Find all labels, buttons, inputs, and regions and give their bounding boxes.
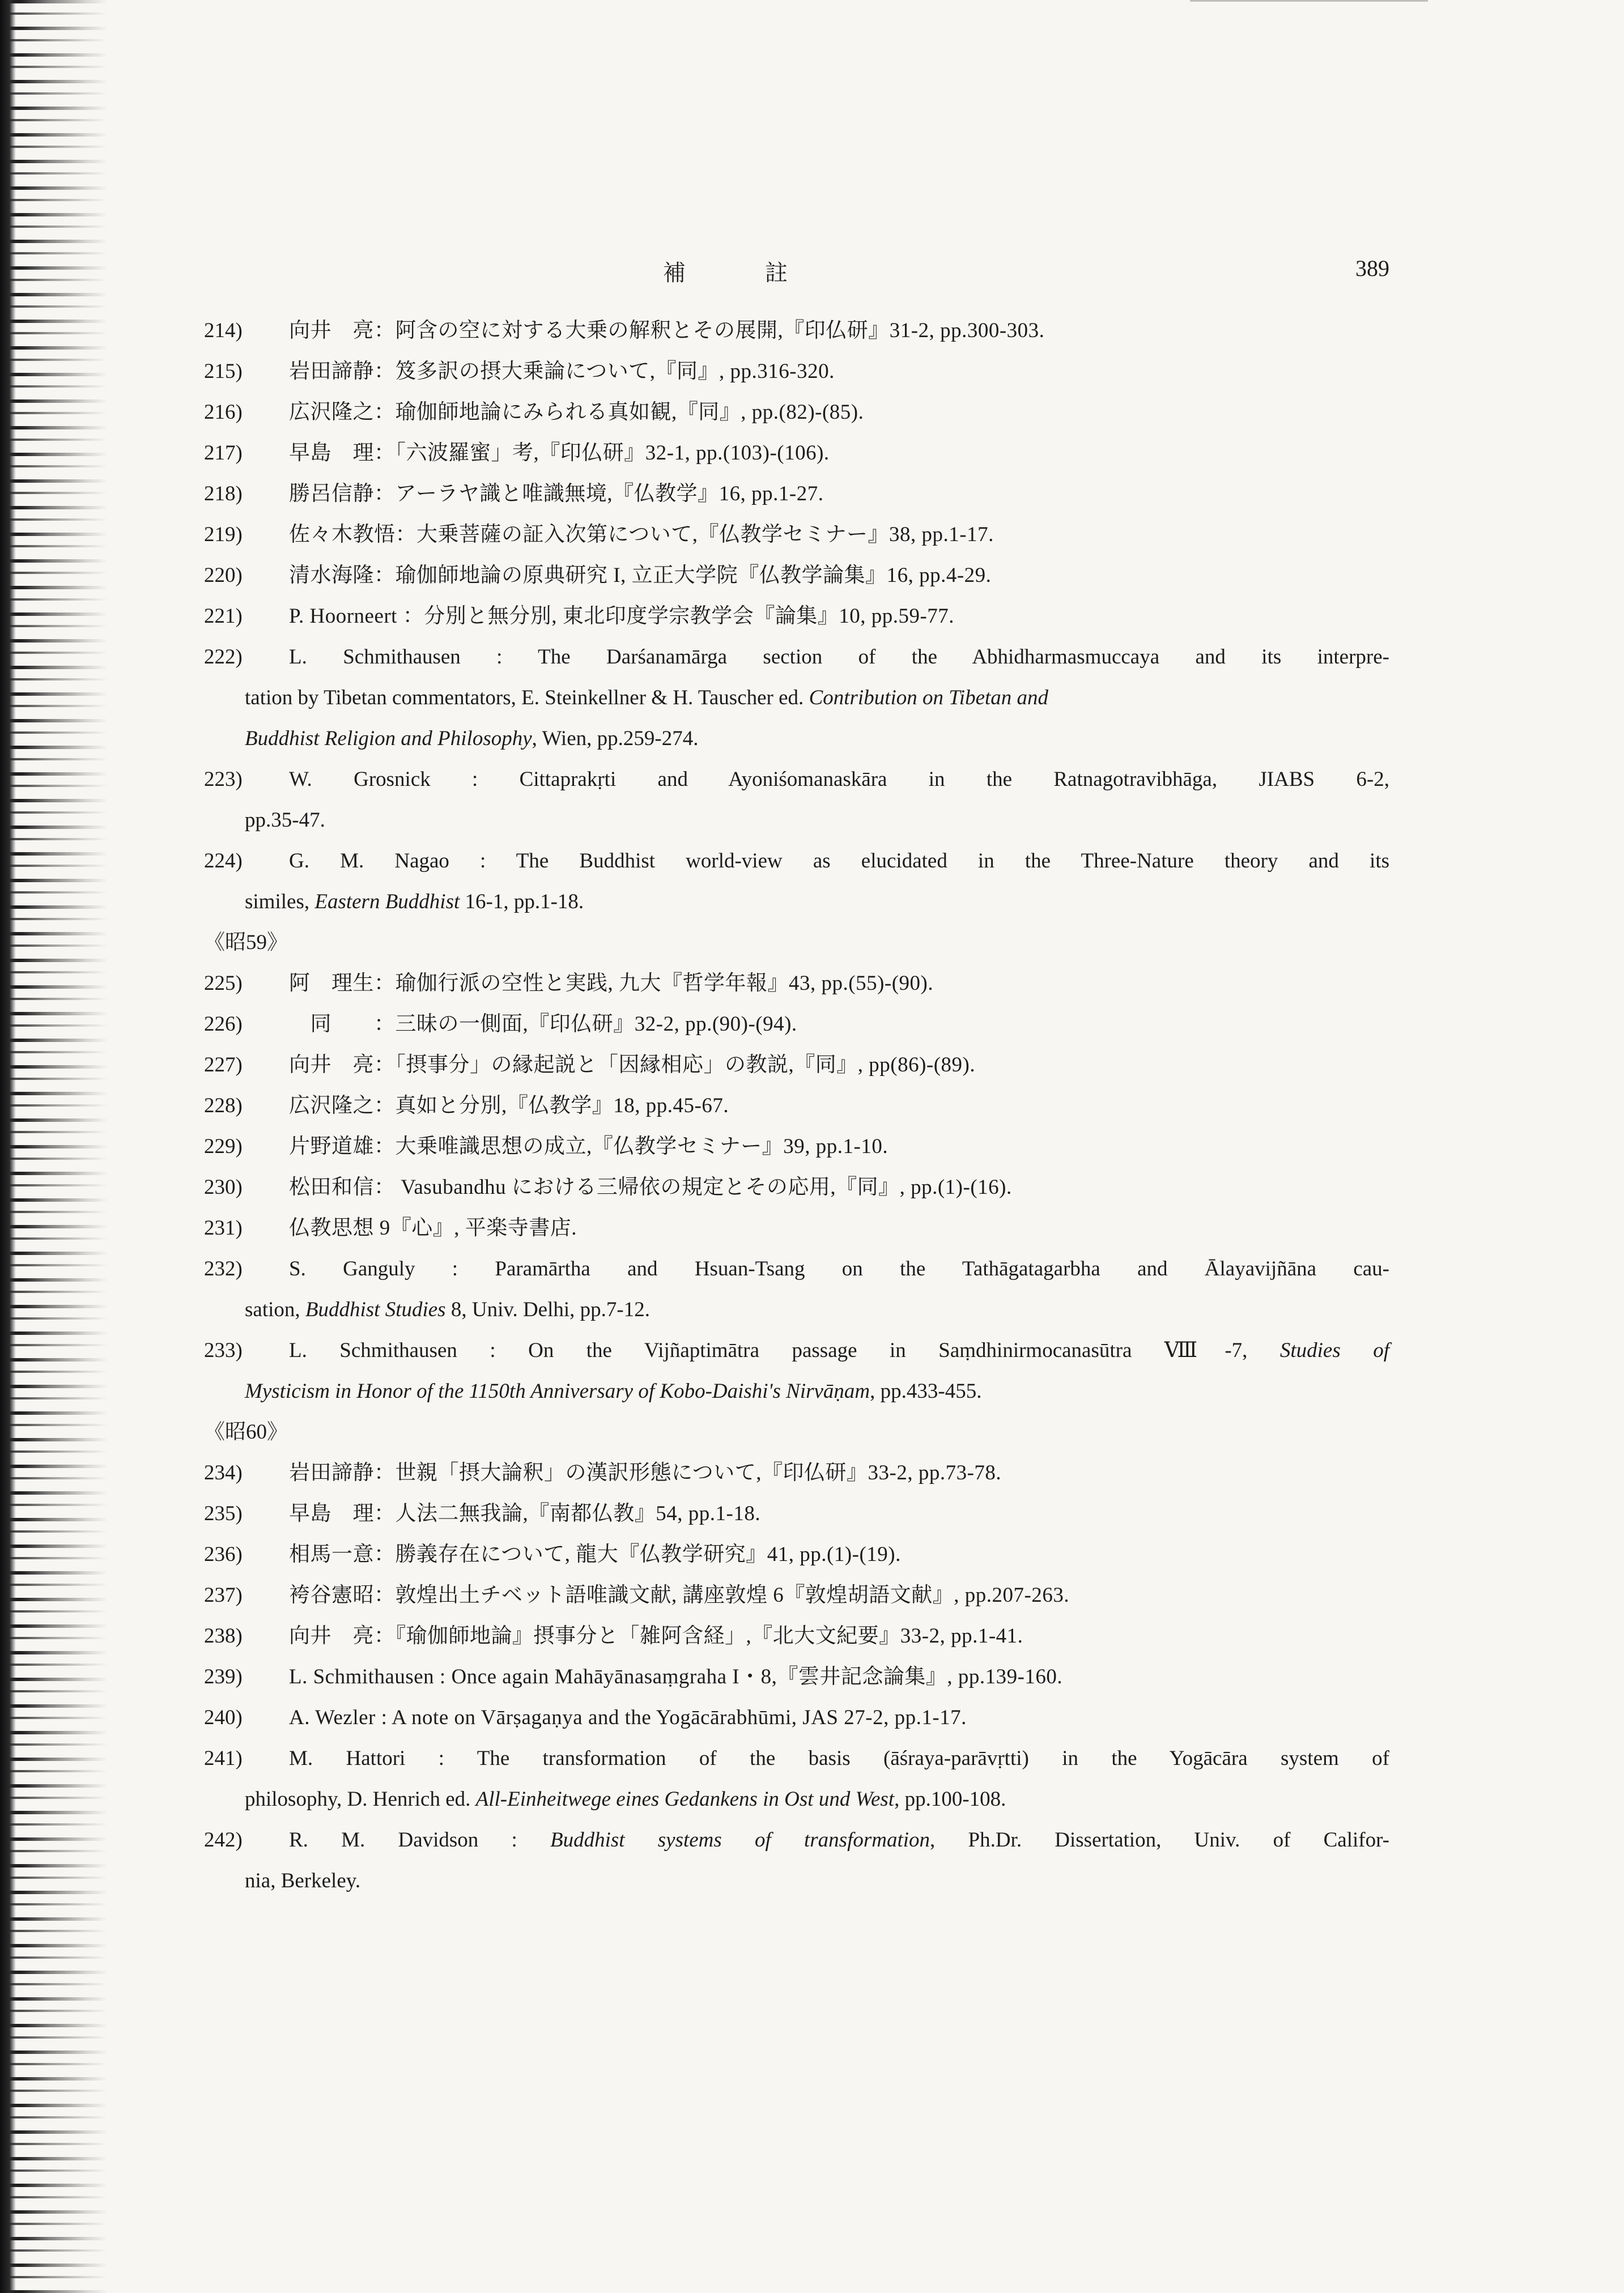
note-text-part: similes, xyxy=(245,890,315,913)
note-number: 229) xyxy=(204,1135,243,1158)
note-number: 233) xyxy=(204,1339,243,1362)
note-number: 242) xyxy=(204,1828,243,1852)
note-text: 向井 亮：阿含の空に対する大乗の解釈とその展開,『印仏研』31-2, pp.300-303. xyxy=(289,319,1045,342)
top-edge-mark xyxy=(1190,0,1428,6)
note-text: 松田和信： Vasubandhu における三帰依の規定とその応用,『同』, pp.(1)-(16). xyxy=(289,1176,1012,1199)
note-number: 234) xyxy=(204,1461,243,1484)
note-entry xyxy=(204,310,1389,351)
note-entry xyxy=(204,1820,1389,1901)
note-text: 勝呂信静：アーラヤ識と唯識無境,『仏教学』16, pp.1-27. xyxy=(289,482,824,505)
note-text-line: S. Ganguly : Paramārtha and Hsuan-Tsang on the Tathāgatagarbha and Ālayavijñāna cau- xyxy=(289,1257,1389,1280)
note-number: 240) xyxy=(204,1706,243,1729)
note-title-italic: Mysticism in Honor of the 1150th Anniversary of Kobo-Daishi's Nirvāṇam xyxy=(245,1380,870,1403)
note-number: 241) xyxy=(204,1747,243,1770)
note-text-line xyxy=(204,1330,1389,1371)
note-number: 227) xyxy=(204,1053,243,1077)
note-number: 231) xyxy=(204,1216,243,1240)
note-entry xyxy=(204,514,1389,555)
note-text: 早島 理：人法二無我論,『南都仏教』54, pp.1-18. xyxy=(289,1502,761,1525)
note-entry xyxy=(204,433,1389,474)
note-entry xyxy=(204,1657,1389,1698)
note-title-italic: Buddhist Religion and Philosophy xyxy=(245,727,532,750)
note-number: 238) xyxy=(204,1624,243,1648)
note-text: 岩田諦静：笈多訳の摂大乗論について,『同』, pp.316-320. xyxy=(289,360,835,383)
notes-list xyxy=(204,310,1389,1901)
note-entry xyxy=(204,1086,1389,1126)
note-entry xyxy=(204,841,1389,922)
note-text-part: , pp.433-455. xyxy=(870,1380,982,1403)
note-entry xyxy=(204,1249,1389,1330)
note-number: 216) xyxy=(204,401,243,424)
note-entry xyxy=(204,1738,1389,1820)
note-number: 230) xyxy=(204,1176,243,1199)
note-number: 224) xyxy=(204,849,243,873)
note-text: 清水海隆：瑜伽師地論の原典研究 I, 立正大学院『仏教学論集』16, pp.4-29. xyxy=(289,564,992,587)
note-number: 221) xyxy=(204,605,243,628)
page-number: 389 xyxy=(1355,256,1389,281)
section-heading-showa-59: 《昭59》 xyxy=(204,931,288,954)
note-entry xyxy=(204,555,1389,596)
note-entry xyxy=(204,1453,1389,1494)
note-number: 237) xyxy=(204,1584,243,1607)
note-number: 219) xyxy=(204,523,243,546)
note-text-part: , Wien, pp.259-274. xyxy=(532,727,699,750)
note-text-line xyxy=(204,882,1389,922)
note-text-line xyxy=(204,1779,1389,1820)
note-text-part: L. Schmithausen : On the Vijñaptimātra passage in Saṃdhinirmocanasūtra Ⅷ-7, xyxy=(289,1339,1280,1362)
note-title-italic: Buddhist Studies xyxy=(305,1298,446,1321)
note-text: 岩田諦静：世親「摂大論釈」の漢訳形態について,『印仏研』33-2, pp.73-78. xyxy=(289,1461,1002,1484)
note-text: 広沢隆之：真如と分別,『仏教学』18, pp.45-67. xyxy=(289,1094,729,1117)
note-entry xyxy=(204,1534,1389,1575)
note-entry xyxy=(204,759,1389,841)
note-number: 214) xyxy=(204,319,243,342)
scanner-edge-artifact xyxy=(0,0,108,2293)
note-entry xyxy=(204,1167,1389,1208)
note-text-part: 8, Univ. Delhi, pp.7-12. xyxy=(445,1298,650,1321)
note-number: 225) xyxy=(204,972,243,995)
note-text-line: L. Schmithausen : The Darśanamārga section of the Abhidharmasmuccaya and its interpre- xyxy=(289,645,1389,669)
note-text-line: pp.35-47. xyxy=(245,809,325,832)
note-entry xyxy=(204,474,1389,514)
note-text-part: , pp.100-108. xyxy=(894,1788,1006,1811)
note-text-line xyxy=(204,718,1389,759)
note-text-line: W. Grosnick : Cittaprakṛti and Ayoniśomanaskāra in the Ratnagotravibhāga, JIABS 6-2, xyxy=(289,768,1389,791)
page-header xyxy=(204,255,1389,289)
note-title-italic: All-Einheitwege eines Gedankens in Ost und West xyxy=(475,1788,895,1811)
note-title-italic: Eastern Buddhist xyxy=(314,890,460,913)
note-text-line: M. Hattori : The transformation of the basis (āśraya-parāvṛtti) in the Yogācāra system of xyxy=(289,1747,1389,1770)
note-entry xyxy=(204,963,1389,1004)
note-text: 仏教思想 9『心』, 平楽寺書店. xyxy=(289,1216,577,1240)
section-heading-showa-60: 《昭60》 xyxy=(204,1420,288,1444)
note-text: 向井 亮：『瑜伽師地論』摂事分と「雑阿含経」,『北大文紀要』33-2, pp.1-41. xyxy=(289,1624,1023,1648)
note-text-line xyxy=(204,678,1389,718)
note-text: P. Hoorneert ：分別と無分別, 東北印度学宗教学会『論集』10, pp.59-77. xyxy=(289,605,955,628)
note-entry xyxy=(204,1616,1389,1657)
note-text: 向井 亮：「摂事分」の縁起説と「因縁相応」の教説,『同』, pp(86)-(89). xyxy=(289,1053,976,1077)
note-number: 215) xyxy=(204,360,243,383)
note-number: 220) xyxy=(204,564,243,587)
note-number: 239) xyxy=(204,1665,243,1688)
note-text: 阿 理生：瑜伽行派の空性と実践, 九大『哲学年報』43, pp.(55)-(90). xyxy=(289,972,934,995)
note-entry xyxy=(204,1575,1389,1616)
note-text-line: G. M. Nagao : The Buddhist world-view as elucidated in the Three-Nature theory and its xyxy=(289,849,1389,873)
note-text-part: tation by Tibetan commentators, E. Steinkellner & H. Tauscher ed. xyxy=(245,686,809,709)
note-entry xyxy=(204,1698,1389,1738)
note-number: 228) xyxy=(204,1094,243,1117)
note-title-italic: Contribution on Tibetan and xyxy=(809,686,1049,709)
note-number: 218) xyxy=(204,482,243,505)
note-number: 223) xyxy=(204,768,243,791)
note-text: 片野道雄：大乗唯識思想の成立,『仏教学セミナー』39, pp.1-10. xyxy=(289,1135,888,1158)
note-entry xyxy=(204,1004,1389,1045)
note-entry xyxy=(204,392,1389,433)
note-number: 236) xyxy=(204,1543,243,1566)
note-text-part: , Ph.Dr. Dissertation, Univ. of Califor- xyxy=(930,1828,1389,1852)
note-text: 相馬一意：勝義存在について, 龍大『仏教学研究』41, pp.(1)-(19). xyxy=(289,1543,901,1566)
note-entry xyxy=(204,596,1389,637)
scanner-edge-shadow xyxy=(0,0,16,2293)
note-text-part: philosophy, D. Henrich ed. xyxy=(245,1788,476,1811)
note-text-part: R. M. Davidson : xyxy=(289,1828,550,1852)
note-title-italic: Buddhist systems of transformation xyxy=(550,1828,930,1852)
note-text-part: 16-1, pp.1-18. xyxy=(460,890,584,913)
note-entry xyxy=(204,1126,1389,1167)
note-entry xyxy=(204,1494,1389,1534)
note-text: 佐々木教悟：大乗菩薩の証入次第について,『仏教学セミナー』38, pp.1-17. xyxy=(289,523,994,546)
running-title: 補 註 xyxy=(663,260,816,286)
note-text-part: sation, xyxy=(245,1298,305,1321)
note-text-line: nia, Berkeley. xyxy=(245,1869,361,1892)
note-text-line xyxy=(204,1290,1389,1330)
note-text: A. Wezler : A note on Vārṣagaṇya and the Yogācārabhūmi, JAS 27-2, pp.1-17. xyxy=(289,1706,967,1729)
note-number: 226) xyxy=(204,1013,243,1036)
note-entry xyxy=(204,1330,1389,1412)
note-number: 235) xyxy=(204,1502,243,1525)
note-text: 袴谷憲昭：敦煌出土チベット語唯識文献, 講座敦煌 6『敦煌胡語文献』, pp.207-263. xyxy=(289,1584,1070,1607)
note-text-line xyxy=(204,1371,1389,1412)
note-entry xyxy=(204,351,1389,392)
note-text: 広沢隆之：瑜伽師地論にみられる真如観,『同』, pp.(82)-(85). xyxy=(289,401,864,424)
note-number: 232) xyxy=(204,1257,243,1280)
note-text: 早島 理：「六波羅蜜」考,『印仏研』32-1, pp.(103)-(106). xyxy=(289,441,830,465)
note-text: L. Schmithausen : Once again Mahāyānasaṃgraha I・8,『雲井記念論集』, pp.139-160. xyxy=(289,1665,1063,1688)
note-number: 222) xyxy=(204,645,243,669)
note-number: 217) xyxy=(204,441,243,465)
note-entry xyxy=(204,1045,1389,1086)
note-text-line xyxy=(204,1820,1389,1861)
note-entry xyxy=(204,1208,1389,1249)
note-text: 同 ：三昧の一側面,『印仏研』32-2, pp.(90)-(94). xyxy=(289,1013,797,1036)
note-entry xyxy=(204,637,1389,759)
note-title-italic: Studies of xyxy=(1279,1339,1389,1362)
